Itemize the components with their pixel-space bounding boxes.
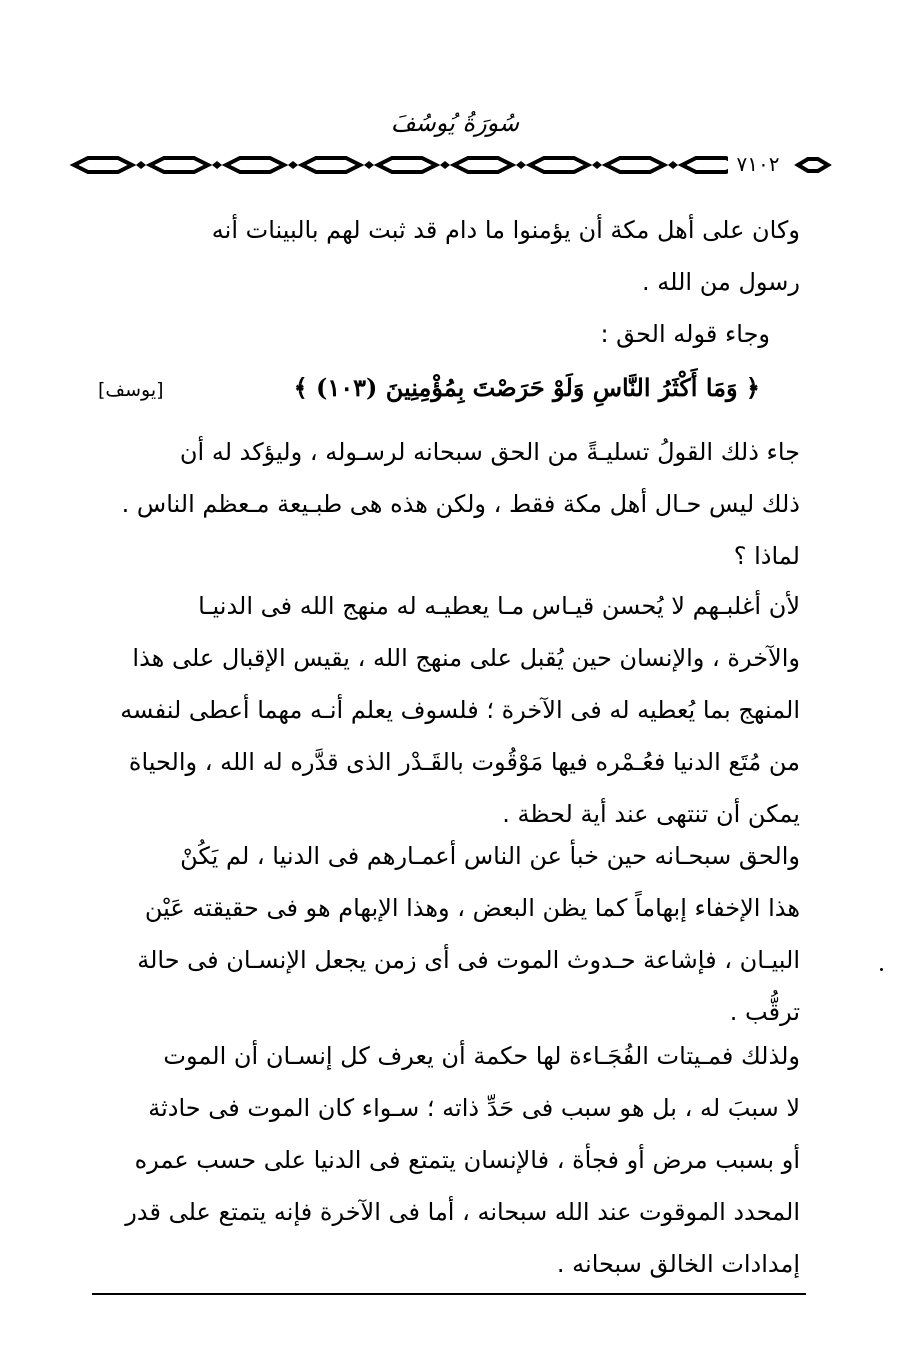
scan-speck <box>880 968 883 971</box>
text-line: هذا الإخفاء إبهاماً كما يظن البعض ، وهذا الإبهام هو فى حقيقته عَيْن <box>144 894 800 922</box>
text-line: لأن أغلبـهم لا يُحسن قيـاس مـا يعطيـه له منهج الله فى الدنيـا <box>198 592 800 620</box>
paragraph-2 <box>88 308 800 360</box>
paragraph-4 <box>88 580 800 840</box>
paragraph-6 <box>88 1030 800 1290</box>
text-line: جاء ذلك القولُ تسليـةً من الحق سبحانه لرسـوله ، وليؤكد له أن <box>179 438 800 466</box>
paragraph-3 <box>88 426 800 582</box>
text-line: والحق سبحـانه حين خبأ عن الناس أعمـارهم فى الدنيا ، لم يَكُنْ <box>180 842 800 870</box>
text-line: رسول من الله . <box>642 268 800 296</box>
text-line: إمدادات الخالق سبحانه . <box>556 1250 800 1278</box>
text-line: ولذلك فمـيتات الفُجَـاءة لها حكمة أن يعرف كل إنسـان أن الموت <box>163 1042 800 1070</box>
text-line: البيـان ، فإشاعة حـدوث الموت فى أى زمن يجعل الإنسـان فى حالة <box>137 946 800 974</box>
text-line: من مُتَع الدنيا فعُـمْره فيها مَوْقُوت بالقَـدْر الذى قدَّره له الله ، والحياة <box>128 748 800 776</box>
text-line: المنهج بما يُعطيه له فى الآخرة ؛ فلسوف يعلم أنـه مهما أعطى لنفسه <box>120 696 800 724</box>
footer-divider <box>92 1293 806 1295</box>
quran-verse: ﴿ وَمَا أَكْثَرُ النَّاسِ وَلَوْ حَرَصْتَ بِمُؤْمِنِينَ (١٠٣) ﴾ <box>293 373 760 402</box>
surah-title: سُورَةُ يُوسُفَ <box>390 109 520 137</box>
text-line: ترقُّب . <box>729 998 800 1026</box>
verse-reference: [يوسف] <box>98 379 164 401</box>
text-line: أو بسبب مرض أو فجأة ، فالإنسان يتمتع فى الدنيا على حسب عمره <box>134 1146 800 1174</box>
text-line: يمكن أن تنتهى عند أية لحظة . <box>502 800 800 828</box>
text-line: وكان على أهل مكة أن يؤمنوا ما دام قد ثبت لهم بالبينات أنه <box>211 216 800 244</box>
text-line: وجاء قوله الحق : <box>600 320 770 348</box>
ornamental-border <box>60 150 832 180</box>
text-line: ذلك ليس حـال أهل مكة فقط ، ولكن هذه هى طبـيعة مـعظم الناس . <box>121 490 800 518</box>
text-line: لا سببَ له ، بل هو سبب فى حَدِّ ذاته ؛ سـواء كان الموت فى حادثة <box>148 1094 800 1122</box>
text-line: لماذا ؟ <box>733 542 800 570</box>
text-line: المحدد الموقوت عند الله سبحانه ، أما فى الآخرة فإنه يتمتع على قدر <box>125 1198 800 1226</box>
page-number: ٧١٠٢ <box>728 151 788 177</box>
text-line: والآخرة ، والإنسان حين يُقبل على منهج الله ، يقيس الإقبال على هذا <box>132 644 800 672</box>
paragraph-5 <box>88 830 800 1038</box>
paragraph-1 <box>88 204 800 308</box>
